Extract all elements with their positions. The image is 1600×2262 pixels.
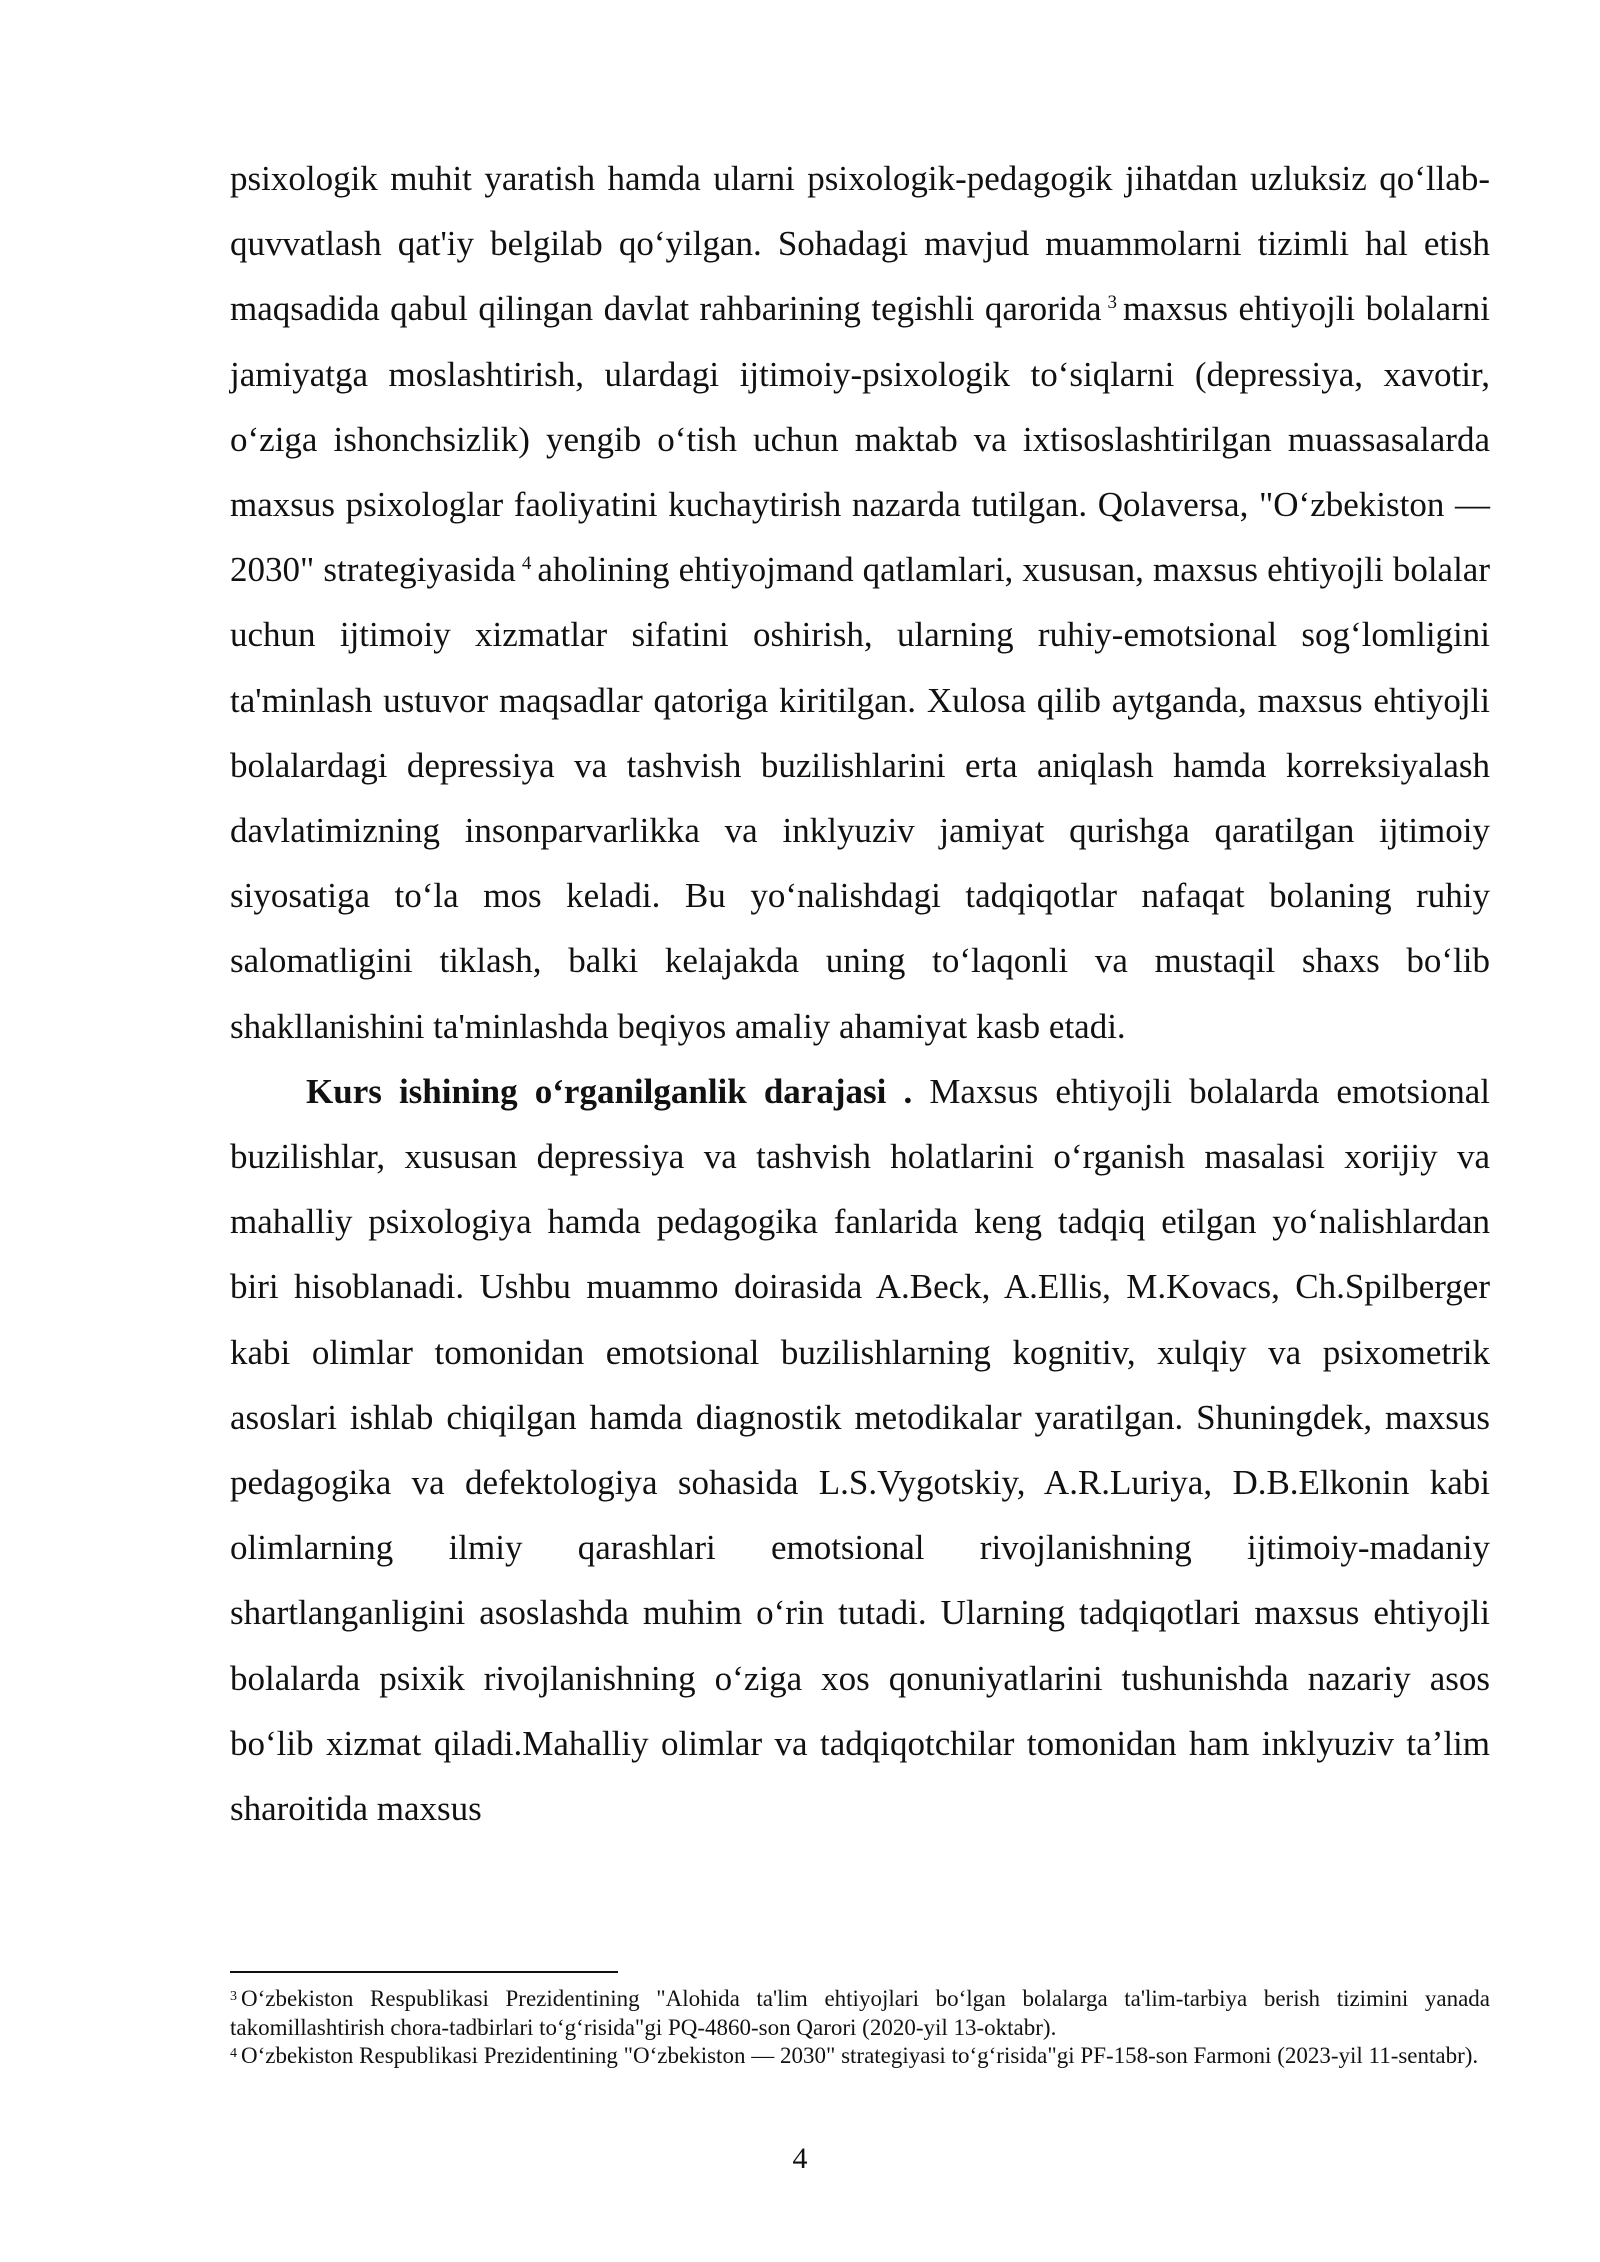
paragraph-intro-part-2: maxsus ehtiyojli bolalarni jamiyatga moslashtirish, ulardagi ijtimoiy-psixologik to‘siqlarni (depressiya, xavotir, o‘ziga ishonchsizlik) yengib o‘tish uchun maktab va ixtisoslashtirilgan muassasalarda maxsus psixologlar faoliyatini kuchaytirish nazarda tutilgan. Qolaversa, "O‘zbekiston — 2030" strategiyasida (230, 289, 1491, 590)
footnote-ref-4[interactable]: 4 (521, 553, 532, 575)
footnote-ref-3[interactable]: 3 (1107, 292, 1117, 314)
footnote-text: O‘zbekiston Respublikasi Prezidentining "Alohida ta'lim ehtiyojlari bo‘lgan bolalarga ta'lim-tarbiya berish tizimini yanada takomillashtirish chora-tadbirlari to‘g‘risida"gi PQ-4860-son Qarori (2020-yil 13-oktabr). (230, 1986, 1490, 2040)
footnote-4 (230, 2042, 1490, 2071)
section-heading: Kurs ishining o‘rganilganlik darajasi . (306, 1071, 913, 1111)
footnote-text: O‘zbekiston Respublikasi Prezidentining "O‘zbekiston — 2030" strategiyasi to‘g‘risida"gi PF-158-son Farmoni (2023-yil 11-sentabr). (241, 2043, 1479, 2068)
page-number: 4 (792, 2142, 808, 2175)
paragraph-study-level (230, 1059, 1490, 1841)
footnote-3 (230, 1985, 1490, 2042)
paragraph-intro (230, 146, 1490, 1059)
paragraph-intro-part-1: psixologik muhit yaratish hamda ularni psixologik-pedagogik jihatdan uzluksiz qo‘llab-quvvatlash qat'iy belgilab qo‘yilgan. Sohadagi mavjud muammolarni tizimli hal etish maqsadida qabul qilingan davlat rahbarining tegishli qarorida (230, 159, 1490, 329)
paragraph-intro-part-3: aholining ehtiyojmand qatlamlari, xususan, maxsus ehtiyojli bolalar uchun ijtimoiy xizmatlar sifatini oshirish, ularning ruhiy-emotsional sog‘lomligini ta'minlash ustuvor maqsadlar qatoriga kiritilgan. Xulosa qilib aytganda, maxsus ehtiyojli bolalardagi depressiya va tashvish buzilishlarini erta aniqlash hamda korreksiyalash davlatimizning insonparvarlikka va inklyuziv jamiyat qurishga qaratilgan ijtimoiy siyosatiga to‘la mos keladi. Bu yo‘nalishdagi tadqiqotlar nafaqat bolaning ruhiy salomatligini tiklash, balki kelajakda uning to‘laqonli va mustaqil shaxs bo‘lib shakllanishini ta'minlashda beqiyos amaliy ahamiyat kasb etadi. (230, 550, 1490, 1046)
body-text (230, 146, 1490, 1841)
footnotes (230, 1985, 1490, 2071)
footnote-divider (230, 1971, 618, 1973)
footnote-number: 4 (230, 2046, 237, 2061)
footnote-number: 3 (230, 1989, 237, 2004)
paragraph-study-level-text: Maxsus ehtiyojli bolalarda emotsional buzilishlar, xususan depressiya va tashvish holatlarini o‘rganish masalasi xorijiy va mahalliy psixologiya hamda pedagogika fanlarida keng tadqiq etilgan yo‘nalishlardan biri hisoblanadi. Ushbu muammo doirasida A.Beck, A.Ellis, M.Kovacs, Ch.Spilberger kabi olimlar tomonidan emotsional buzilishlarning kognitiv, xulqiy va psixometrik asoslari ishlab chiqilgan hamda diagnostik metodikalar yaratilgan. Shuningdek, maxsus pedagogika va defektologiya sohasida L.S.Vygotskiy, A.R.Luriya, D.B.Elkonin kabi olimlarning ilmiy qarashlari emotsional rivojlanishning ijtimoiy-madaniy shartlanganligini asoslashda muhim o‘rin tutadi. Ularning tadqiqotlari maxsus ehtiyojli bolalarda psixik rivojlanishning o‘ziga xos qonuniyatlarini tushunishda nazariy asos bo‘lib xizmat qiladi.Mahalliy olimlar va tadqiqotchilar tomonidan ham inklyuziv ta’lim sharoitida maxsus (230, 1071, 1490, 1829)
